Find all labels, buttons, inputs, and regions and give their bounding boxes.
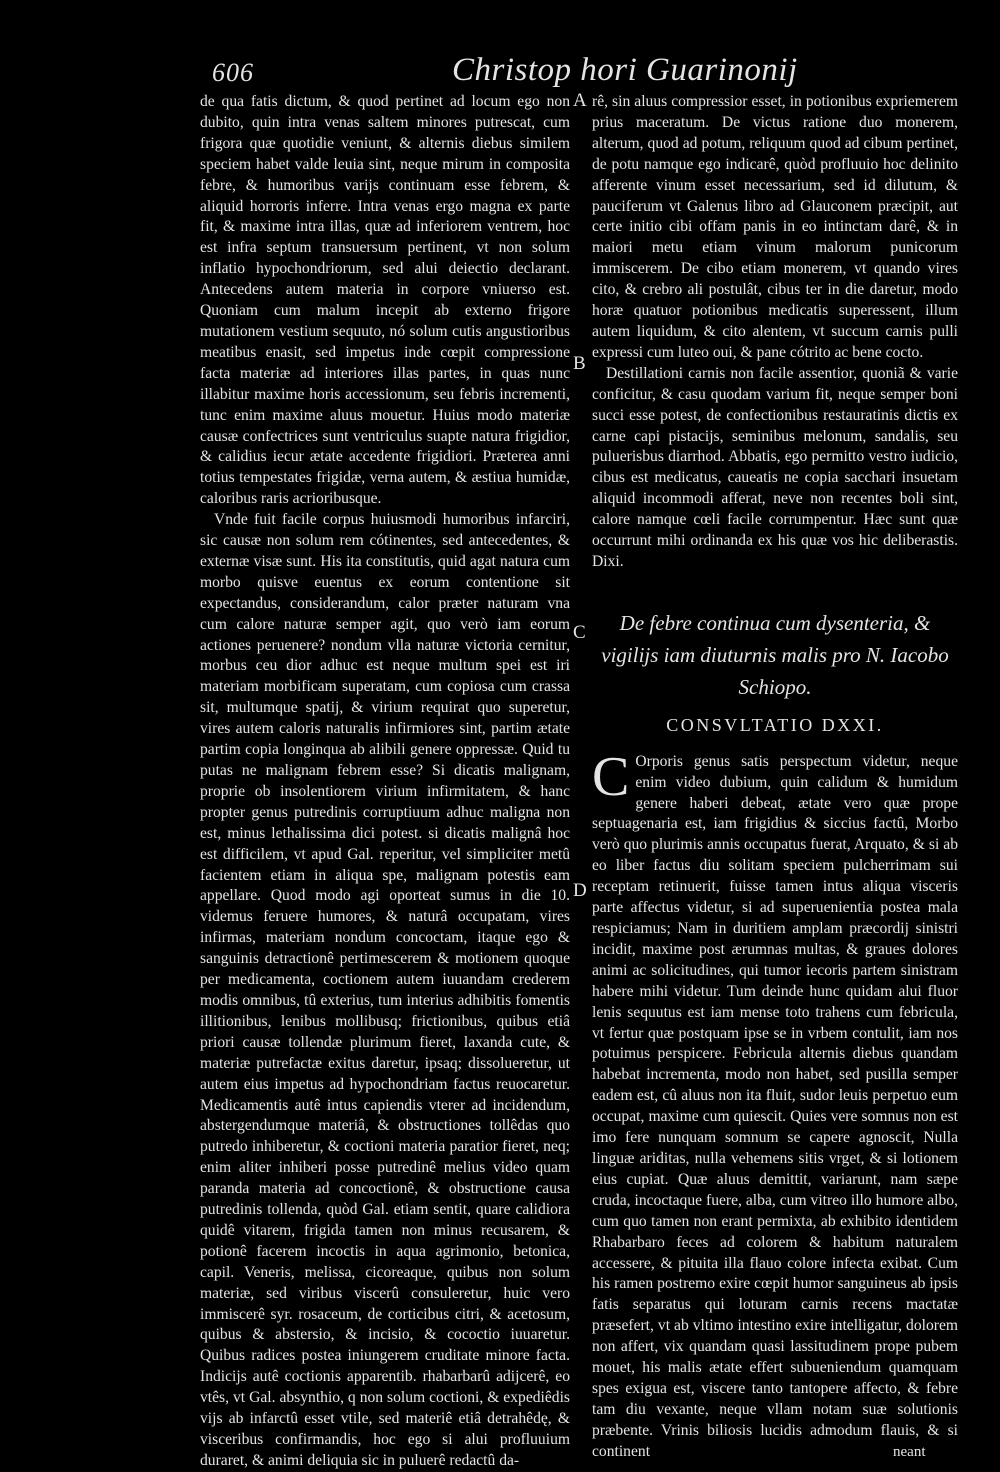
consultatio-text: Orporis genus satis perspectum videtur, neque enim video dubium, quin calidum & humidum genere haberi debeat, ætate vero quæ prope septuagenaria est, iam frigidius & siccius factû, Morbo verò quo plurimis annis occupatus fuerat, Arquato, & si ab eo liber factus diu solitam speciem pulcherrimam sui receptam retinuerit, fuisse tamen intus aliqua visceris parte affectus videtur, si ad superuenientia postea mala respiciamus; Nam in duritiem amplam præcordij sinistri incidit, maxime post ærumnas multas, & graues dolores animi ac solicitudines, qui tumor iecoris partem sinistram habere mihi videtur. Tum deinde hunc quidam alui fluor lenis sequutus est iam mense toto trahens cum febricula, vt fertur quæ postquam ipse se in vrbem contulit, iam nos potuimus perspicere. Febricula alternis diebus quandam habebat incrementa, modo non habet, sed pusilla semper eadem est, cû aluus non ita fluit, sudor leuis perpetuo eum occupat, maxime cum quiescit. Quies vere somnus non est imo fere nunquam somnum se capere agnoscit, Nulla linguæ ariditas, nulla vehemens sitis vrget, & si lotionem eius cupiat. Quæ aluus demittit, variarunt, nam sæpe cruda, incoctaque fuere, alba, cum vitreo illo humore albo, cum quo tamen non erant permixta, ab exhibito identidem Rhabarbaro feces ad colorem & habitum naturalem accessere, & pituita illa flauo colore infecta exibat. Cum his ramen postremo exire cœpit humor sanguineus ab ipsis fatis separatus qui loturam carnis recens mactatæ præsefert, vt ab vltimo intestino exire intelligatur, dolorem non affert, vix quandam quasi lassitudinem prope pubem mouet, his malis ætate effert subueniendum quamquam spes exigua est, viscere tanto tantopere affecto, & febre tam diu vexante, neque vllam notam suæ solutionis præbente. Vrinis biliosis lucidis admodum flauis, & si continent (592, 752, 958, 1460)
margin-marker-d: D (573, 880, 587, 901)
right-paragraph-1: rê, sin aluus compressior esset, in potionibus expriemerem prius maceratum. De victus ratione duo monerem, alterum, quod ad potum, reliquum quod ad cibum pertinet, de potu namque ego indicarê, quòd profluuio hoc delinito afferente vinum esset necessarium, sed id dilutum, & pauciferum vt Galenus libro ad Glauconem præcipit, aut certe initio cibi offam panis in eo intinctam darê, & in maiori metu etiam vinum malorum punicorum immiscerem. De cibo etiam monerem, vt quando vires cito, & crebro ali postulât, cibus ter in die daretur, modo horæ quatuor potionibus medicatis superessent, illum autem liquidum, & cito alentem, vt succum carnis pulli expressi cum luteo oui, & pane cótrito ac bene cocto. (592, 93, 958, 361)
catchword: neant (893, 1444, 926, 1460)
margin-marker-a: A (573, 90, 587, 111)
left-paragraph-1: de qua fatis dictum, & quod pertinet ad locum ego non dubito, quin intra venas saltem minores putrescat, cum frigora quæ quotidie veniunt, & alternis diebus similem speciem habet valde leuia sint, neque mirum in composita febre, & humoribus varijs continuam esse febrem, & aliquid horroris inferre. Intra venas ergo magna ex parte fit, & maxime intra illas, quæ ad inferiorem ventrem, hoc est infra septum transuersum pertinent, vt non solum inflatio hypochondriorum, sed alui deiectio declarant. Antecedens autem materia in corpore vniuerso est. Quoniam cum malum incepit ab externo frigore mutationem vestium sequuto, nó solum cutis angustioribus meatibus enasit, sed impetus inde cœpit compressione facta materiæ ad interiores illas partes, in quas nunc illabitur maxime horis accessionum, seu febris incrementi, tunc enim maxime aluus mouetur. Huius modo materiæ causæ confectrices sunt ventriculus suapte natura frigidior, & calidius iecur ætate accedente frigidiori. Præterea anni totius tempestates frigidæ, verna autem, & æstiua humidæ, caloribus raris acrioribusque. (200, 93, 570, 508)
drop-cap: C (592, 745, 630, 808)
right-paragraph-2: Destillationi carnis non facile assentior, quoniã & varie conficitur, & casu quodam varium fit, neque semper boni succi esse potest, de confectionibus restauratinis dictis ex carne capi pistacijs, seminibus melonum, sandalis, seu puluerisbus diarrhod. Abbatis, ego permitto vestro iudicio, cibus est medicatus, caueatis ne copia sacchari insuetam aliquid incommodi afferat, neve non recentes boli sint, calore namque cœli facile corrumpentur. Hæc sunt quæ occurrunt mihi ordinanda ex his quæ vos hic deliberastis. Dixi. (592, 364, 958, 570)
right-column (592, 92, 958, 1463)
running-title: Christop hori Guarinonij (452, 52, 798, 88)
consultatio-paragraph (592, 745, 958, 1463)
margin-marker-b: B (573, 353, 586, 374)
section-title: De febre continua cum dysenteria, & vigilijs iam diuturnis malis pro N. Iacobo Schiopo. (601, 610, 949, 699)
page-number: 606 (212, 58, 254, 87)
left-paragraph-2: Vnde fuit facile corpus huiusmodi humoribus infarciri, sic causæ non solum rem cótinentes, sed antecedentes, & externæ visæ sunt. His ita constitutis, quid agat natura cum morbo quisve euentus ex eorum contentione sit expectandus, considerandum, calor præter naturam vna cum calore naturæ semper agit, quo verò iam eorum actiones peruenere? nondum vlla naturæ victoria cernitur, morbus ceu dior adhuc est neque multum spei est iri materiam morbificam superatam, cum copiosa cum crassa sit, multumque spatij, & virium requirat quo superetur, vires autem caloris naturalis infirmiores sint, partim ætate partim copia longinqua ab alibili genere oppressæ. Quid tu putas ne malignam febrem esse? Si dicatis malignam, proprie ob insolentiorem virium infirmitatem, & hanc propter genus putredinis corruptiuum adhuc maligna non est, minus lethalissima dici potest. si dicatis malignâ hoc est difficilem, vt apud Gal. reperitur, vel simpliciter metû facientem etiam in aliqua spe, malignam potestis eam appellare. Quod modo agi oporteat sumus in die 10. videmus feruere humores, & naturâ occupatam, vires infirmas, materiam nondum concoctam, itaque ego & sanguinis detractionê pertimescerem & motionem quoque per medicamenta, coctionem autem iuuandam crederem modis omnibus, tû exterius, tum interius adhibitis fomentis illitionibus, lenibus mollibusq; frictionibus, quibus etiâ priori causæ tollendæ plurimum fieret, laxanda cute, & materiæ putrefactæ exitus daretur, ipsaq; dissolueretur, ut autem eius impetus ad hypochondriam factus reuocaretur. Medicamentis autê intus capiendis vterer ad incidendum, abstergendumque materiâ, & obstructiones tollêdas quo putredo inhiberetur, & coctioni materia paratior fieret, neq; enim aliter inhiberi posse putredinê melius video quam paranda materia ad concoctionê, & obstructione causa putredinis tollenda, quòd Gal. etiam sentit, quare calidiora quidê vitarem, frigida tamen non minus recusarem, & potionê facerem incoctis in aqua agrimonio, betonica, capil. Veneris, melissa, cicoreaque, quibus non solum materiæ, sed viribus viscerû consuleretur, huic vero immiscerê syr. rosaceum, de corticibus citri, & acetosum, quibus & abstersio, & incisio, & cococtio iuuaretur. Quibus radices postea iniungerem cruditate minore facta. Indicijs autê coctionis apparentib. rhabarbarû adijcerê, eo vtês, vt Gal. absynthio, q non solum coctioni, & expediêdis vijs ab infarctû esset vtile, sed materiê etiâ detrahêdę, & visceribus confirmandis, hoc ego si alui profluuium duraret, & animi deliquia sic in puluerê redactû da- (200, 511, 570, 1469)
margin-marker-c: C (573, 622, 586, 643)
left-column (200, 92, 570, 1472)
consultatio-label: CONSVLTATIO DXXI. (666, 714, 884, 735)
